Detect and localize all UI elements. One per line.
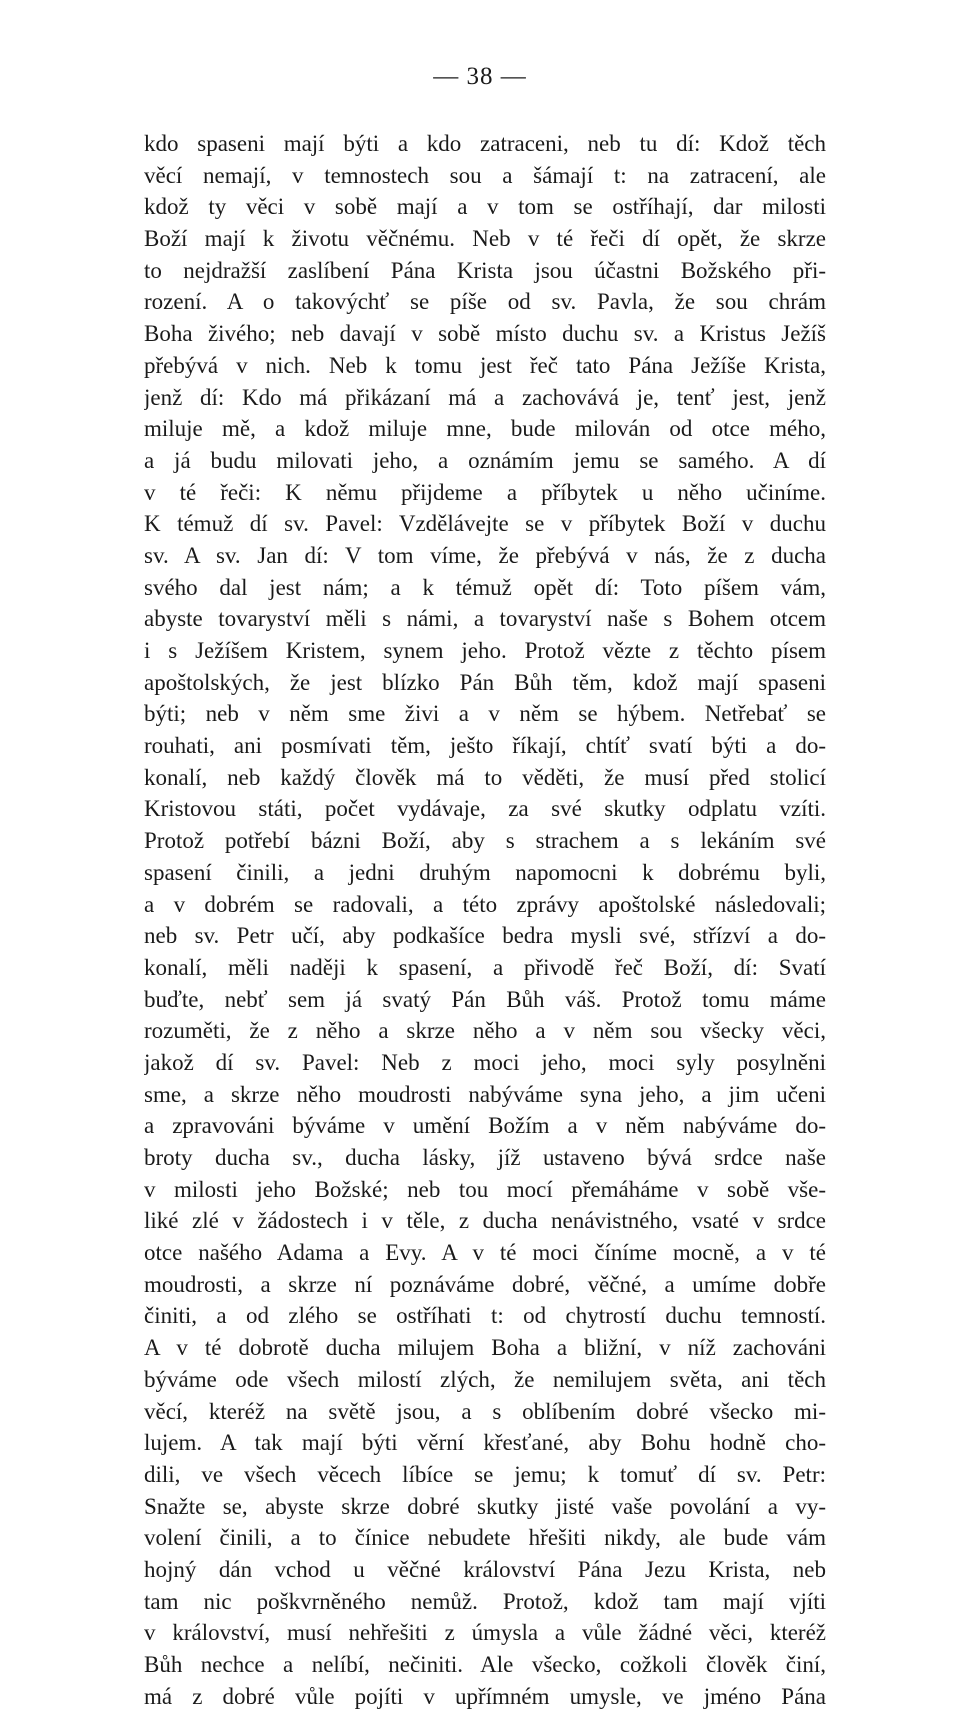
text-line: sv. A sv. Jan dí: V tom víme, že přebývá v nás, že z ducha — [144, 542, 826, 568]
body-text — [144, 128, 826, 1712]
text-line: rouhati, ani posmívati těm, ješto říkají, chtíť svatí býti a do- — [144, 733, 826, 759]
text-line: Snažte se, abyste skrze dobré skutky jisté vaše povolání a vy- — [144, 1493, 826, 1519]
text-line: Boží mají k životu věčnému. Neb v té řeči dí opět, že skrze — [144, 226, 826, 252]
text-line: rozuměti, že z něho a skrze něho a v něm sou všecky věci, — [144, 1018, 826, 1044]
text-line: moudrosti, a skrze ní poznáváme dobré, věčné, a umíme dobře — [144, 1271, 826, 1297]
text-line: neb sv. Petr učí, aby podkašíce bedra mysli své, střízví a do- — [144, 923, 826, 949]
text-line: tam nic poškvrněného nemůž. Protož, kdož tam mají vjíti — [144, 1588, 826, 1614]
text-line: konalí, měli naději k spasení, a přivodě řeč Boží, dí: Svatí — [144, 954, 826, 980]
text-line: dili, ve všech věcech líbíce se jemu; k tomuť dí sv. Petr: — [144, 1461, 826, 1487]
text-line: apoštolských, že jest blízko Pán Bůh těm, kdož mají spaseni — [144, 669, 826, 695]
text-line: činiti, a od zlého se ostříhati t: od chytrostí duchu temností. — [144, 1303, 826, 1329]
text-line: lujem. A tak mají býti věrní křesťané, aby Bohu hodně cho- — [144, 1430, 826, 1456]
text-line: v království, musí nehřešiti z úmysla a vůle žádné věci, kteréž — [144, 1620, 826, 1646]
text-line: kdož ty věci v sobě mají a v tom se ostříhají, dar milosti — [144, 194, 826, 220]
text-line: Protož potřebí bázni Boží, aby s strachem a s lekáním své — [144, 828, 826, 854]
text-line: Kristovou státi, počet vydávaje, za své skutky odplatu vzíti. — [144, 796, 826, 822]
text-line: K témuž dí sv. Pavel: Vzdělávejte se v příbytek Boží v duchu — [144, 511, 826, 537]
text-line: býváme ode všech milostí zlých, že nemilujem světa, ani těch — [144, 1366, 826, 1392]
text-line: v té řeči: K němu přijdeme a příbytek u něho učiníme. — [144, 479, 826, 505]
text-line: A v té dobrotě ducha milujem Boha a bližní, v níž zachováni — [144, 1335, 826, 1361]
text-line: buďte, nebť sem já svatý Pán Bůh váš. Protož tomu máme — [144, 986, 826, 1012]
text-line: přebývá v nich. Neb k tomu jest řeč tato Pána Ježíše Krista, — [144, 352, 826, 378]
text-line: otce našého Adama a Evy. A v té moci číníme mocně, a v té — [144, 1240, 826, 1266]
text-line: abyste tovaryství měli s námi, a tovaryství naše s Bohem otcem — [144, 606, 826, 632]
text-line: volení činili, a to čínice nebudete hřešiti nikdy, ale bude vám — [144, 1525, 826, 1551]
text-line: konalí, neb každý člověk má to věděti, že musí před stolicí — [144, 764, 826, 790]
text-line: v milosti jeho Božské; neb tou mocí přemáháme v sobě vše- — [144, 1176, 826, 1202]
text-line: broty ducha sv., ducha lásky, jíž ustaveno bývá srdce naše — [144, 1145, 826, 1170]
text-line: kdo spaseni mají býti a kdo zatraceni, neb tu dí: Kdož těch — [144, 131, 826, 156]
text-line: to nejdražší zaslíbení Pána Krista jsou účastni Božského při- — [144, 257, 826, 283]
text-line: hojný dán vchod u věčné království Pána Jezu Krista, neb — [144, 1556, 826, 1582]
text-line: Boha živého; neb davají v sobě místo duchu sv. a Kristus Ježíš — [144, 321, 826, 347]
text-line: spasení činili, a jedni druhým napomocni k dobrému byli, — [144, 859, 826, 885]
text-line: i s Ježíšem Kristem, synem jeho. Protož vězte z těchto písem — [144, 638, 826, 663]
text-line: má z dobré vůle pojíti v upřímném umysle, ve jméno Pána — [144, 1683, 826, 1709]
text-line: liké zlé v žádostech i v těle, z ducha nenávistného, vsaté v srdce — [144, 1208, 826, 1234]
text-line: Bůh nechce a nelíbí, nečiniti. Ale všecko, cožkoli člověk činí, — [144, 1652, 826, 1677]
text-line: jakož dí sv. Pavel: Neb z moci jeho, moci syly posylněni — [144, 1049, 826, 1075]
text-line: a zpravováni býváme v umění Božím a v něm nabýváme do- — [144, 1113, 826, 1139]
page-number: — 38 — — [433, 63, 527, 90]
text-line: a já budu milovati jeho, a oznámím jemu se samého. A dí — [144, 447, 826, 473]
text-line: sme, a skrze něho moudrosti nabýváme syna jeho, a jim učeni — [144, 1081, 826, 1107]
text-line: a v dobrém se radovali, a této zprávy apoštolské následovali; — [144, 891, 826, 917]
text-line: věcí, kteréž na světě jsou, a s oblíbením dobré všecko mi- — [144, 1398, 826, 1424]
text-line: býti; neb v něm sme živi a v něm se hýbem. Netřebať se — [144, 701, 826, 727]
text-line: jenž dí: Kdo má přikázaní má a zachovává je, tenť jest, jenž — [144, 384, 826, 410]
text-line: svého dal jest nám; a k témuž opět dí: Toto píšem vám, — [144, 574, 826, 600]
text-line: věcí nemají, v temnostech sou a šámají t: na zatracení, ale — [144, 162, 826, 188]
text-line: rození. A o takovýchť se píše od sv. Pavla, že sou chrám — [144, 289, 826, 315]
text-line: miluje mě, a kdož miluje mne, bude milován od otce mého, — [144, 416, 826, 442]
